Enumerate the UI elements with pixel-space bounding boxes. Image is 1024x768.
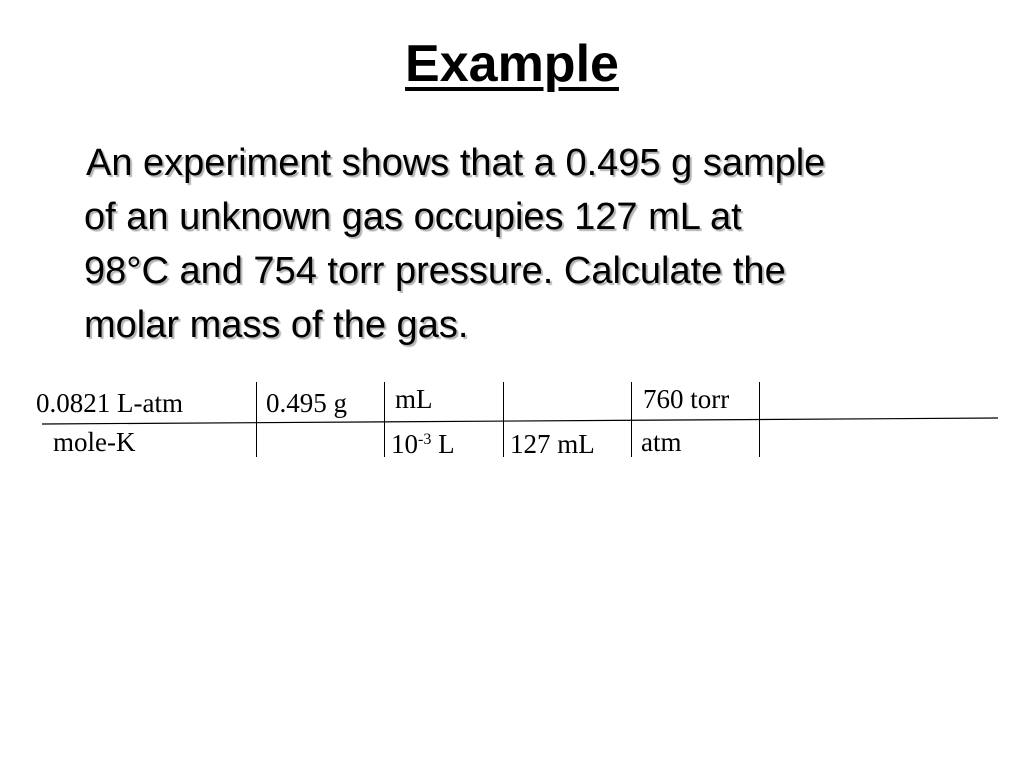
column-divider: [256, 382, 257, 457]
volume-denominator: 127 mL: [510, 429, 595, 459]
column-divider: [759, 382, 760, 457]
gas-constant-denominator: mole-K: [53, 427, 136, 457]
pressure-denominator: atm: [641, 427, 682, 457]
slide-title: [0, 32, 1024, 96]
mass-numerator: 0.495 g: [266, 388, 347, 418]
pressure-numerator: 760 torr: [643, 384, 730, 414]
power-base: 10: [391, 429, 418, 459]
gas-constant-numerator: 0.0821 L-atm: [36, 388, 183, 418]
problem-line: An experiment shows that a 0.495 g sample: [86, 142, 826, 184]
liter-unit: L: [431, 429, 455, 459]
column-divider: [384, 382, 385, 457]
column-divider: [631, 382, 632, 457]
power-exponent: -3: [418, 431, 432, 448]
problem-line: of an unknown gas occupies 127 mL at: [84, 196, 742, 238]
column-divider: [503, 382, 504, 457]
problem-line: 98°C and 754 torr pressure. Calculate the: [84, 250, 786, 292]
slide-title-text: Example: [405, 35, 619, 93]
liter-conversion-denominator: [391, 429, 455, 459]
problem-statement: [84, 136, 984, 352]
problem-line: molar mass of the gas.: [84, 304, 469, 346]
ml-numerator: mL: [395, 384, 433, 414]
